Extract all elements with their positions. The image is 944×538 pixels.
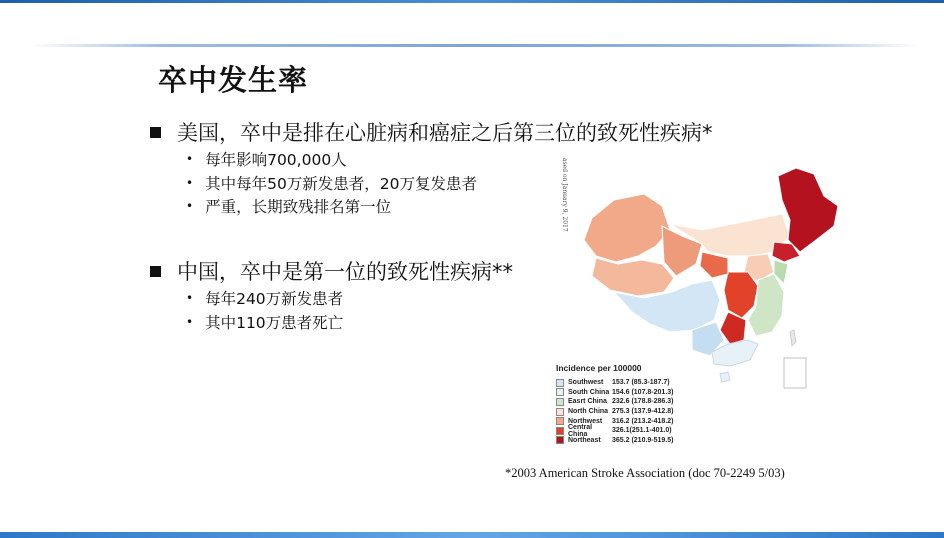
legend-value: 232.6 (178.8-286.3)	[612, 398, 674, 406]
legend-swatch	[556, 388, 564, 396]
legend-region: North China	[568, 408, 609, 416]
map-region-northwest	[592, 258, 674, 296]
china-heading-text: 中国，卒中是第一位的致死性疾病**	[177, 260, 513, 284]
legend-value: 153.7 (85.3-187.7)	[612, 379, 670, 387]
usa-heading-text: 美国，卒中是排在心脏病和癌症之后第三位的致死性疾病*	[177, 121, 713, 145]
map-region-northwest	[584, 194, 670, 262]
map-legend	[556, 363, 756, 445]
legend-region: Southwest	[568, 379, 604, 387]
legend-row	[556, 423, 756, 438]
china-item-2	[186, 311, 343, 333]
map-date-note: ased on January 9, 2017	[561, 158, 568, 232]
legend-value: 326.1(251.1-401.0)	[612, 427, 672, 435]
legend-title: Incidence per 100000	[556, 363, 642, 373]
dot-bullet-icon: •	[186, 291, 194, 305]
usa-item-1	[186, 148, 347, 170]
top-accent-bar	[0, 0, 944, 3]
legend-swatch	[556, 398, 564, 406]
legend-swatch	[556, 379, 564, 387]
china-item-1	[186, 287, 343, 309]
legend-region: South China	[568, 388, 610, 396]
usa-heading	[150, 117, 713, 147]
square-bullet-icon	[150, 266, 161, 277]
legend-swatch	[556, 408, 564, 416]
legend-region: Northwest	[568, 417, 603, 425]
legend-row	[556, 378, 756, 388]
legend-value: 316.2 (213.2-418.2)	[612, 417, 674, 425]
dot-bullet-icon: •	[186, 176, 194, 190]
footnote: *2003 American Stroke Association (doc 70-2249 5/03)	[505, 466, 785, 480]
dot-bullet-icon: •	[186, 199, 194, 213]
south-china-sea-inset	[784, 358, 806, 388]
legend-value: 154.6 (107.8-201.3)	[612, 388, 674, 396]
legend-region: Central China	[568, 423, 593, 438]
china-item-1-text: 每年240万新发患者	[205, 290, 344, 308]
legend-swatch	[556, 417, 564, 425]
usa-item-3-text: 严重，长期致残排名第一位	[205, 198, 392, 216]
legend-swatch	[556, 436, 564, 444]
title-divider	[30, 44, 920, 47]
dot-bullet-icon: •	[186, 315, 194, 329]
legend-row	[556, 436, 756, 446]
map-region-central-china	[700, 252, 728, 278]
bottom-accent-bar	[0, 532, 944, 538]
legend-region: Easrt China	[568, 398, 607, 406]
legend-value: 275.3 (137.9-412.8)	[612, 408, 674, 416]
dot-bullet-icon: •	[186, 152, 194, 166]
legend-swatch	[556, 427, 564, 435]
map-region-taiwan	[790, 330, 796, 346]
china-item-2-text: 其中110万患者死亡	[205, 314, 344, 332]
slide-title: 卒中发生率	[158, 63, 309, 97]
usa-item-3	[186, 195, 391, 217]
china-heading	[150, 256, 513, 286]
legend-row	[556, 397, 756, 407]
legend-value: 365.2 (210.9-519.5)	[612, 436, 674, 444]
square-bullet-icon	[150, 127, 161, 138]
legend-row	[556, 388, 756, 398]
usa-item-2	[186, 172, 477, 194]
usa-item-1-text: 每年影响700,000人	[205, 151, 347, 169]
legend-row	[556, 407, 756, 417]
legend-region: Northeast	[568, 436, 601, 444]
usa-item-2-text: 其中每年50万新发患者，20万复发患者	[205, 175, 478, 193]
